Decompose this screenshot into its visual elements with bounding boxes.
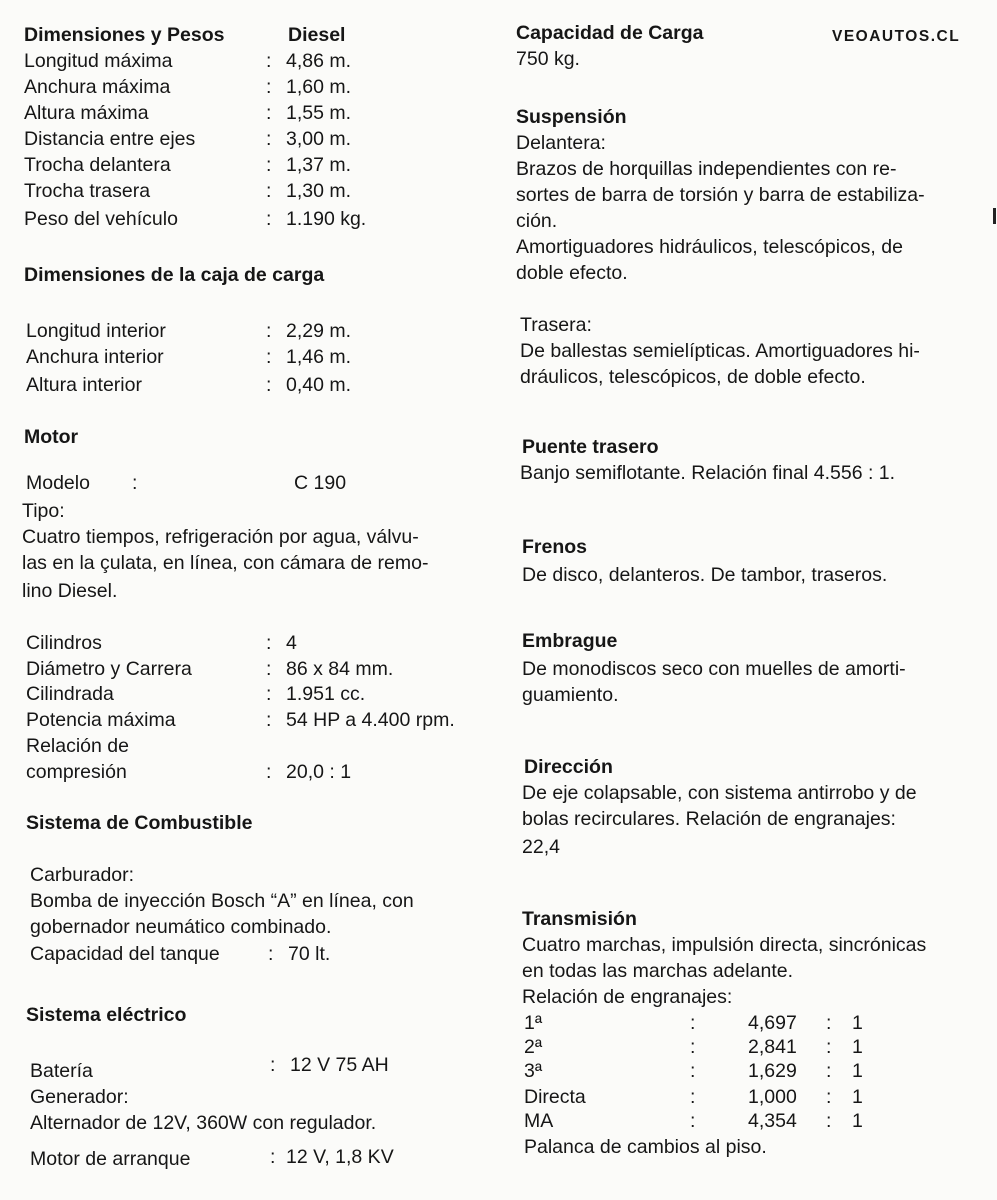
- paragraph-line: Bomba de inyección Bosch “A” en línea, con: [30, 890, 414, 912]
- spec-label: Longitud interior: [26, 320, 166, 342]
- spec-separator: :: [132, 472, 138, 494]
- gear-unit: 1: [852, 1036, 863, 1058]
- gear-separator: :: [690, 1012, 696, 1034]
- spec-label: Modelo: [26, 472, 90, 494]
- page-edge-mark: [993, 208, 996, 224]
- paragraph-line: las en la çulata, en línea, con cámara de remo-: [22, 552, 429, 574]
- spec-value: 3,00 m.: [286, 128, 352, 150]
- gear-label: Directa: [524, 1086, 586, 1108]
- spec-label: Batería: [30, 1060, 93, 1082]
- spec-label: Trocha delantera: [24, 154, 171, 176]
- spec-label: Carburador:: [30, 864, 135, 886]
- spec-value: 20,0 : 1: [286, 761, 352, 783]
- paragraph-line: De monodiscos seco con muelles de amorti-: [522, 658, 906, 680]
- heading-direccion: Dirección: [524, 756, 613, 778]
- spec-label: Cilindrada: [26, 683, 114, 705]
- paragraph-line: ción.: [516, 210, 558, 232]
- paragraph-line: Banjo semiflotante. Relación final 4.556 : 1.: [520, 462, 896, 484]
- spec-separator: :: [266, 709, 272, 731]
- spec-value: 12 V 75 AH: [290, 1054, 389, 1076]
- spec-value: 4: [286, 632, 297, 654]
- heading-electrico: Sistema eléctrico: [26, 1004, 187, 1026]
- paragraph-line: 22,4: [522, 836, 560, 858]
- gear-ratio: 2,841: [748, 1036, 797, 1058]
- gear-unit: 1: [852, 1110, 863, 1132]
- spec-separator: :: [270, 1054, 276, 1076]
- spec-separator: :: [266, 683, 272, 705]
- spec-separator: :: [266, 346, 272, 368]
- paragraph-line: dráulicos, telescópicos, de doble efecto.: [520, 366, 866, 388]
- gear-label: MA: [524, 1110, 554, 1132]
- spec-label: Tipo:: [22, 500, 65, 522]
- gear-unit: 1: [852, 1086, 863, 1108]
- paragraph-line: De disco, delanteros. De tambor, traseros.: [522, 564, 888, 586]
- gear-separator: :: [690, 1086, 696, 1108]
- gear-colon: :: [826, 1060, 832, 1082]
- paragraph-line: lino Diesel.: [22, 580, 118, 602]
- gear-separator: :: [690, 1036, 696, 1058]
- spec-separator: :: [266, 632, 272, 654]
- spec-label: Peso del vehículo: [24, 208, 178, 230]
- spec-label: Relación de: [26, 735, 129, 757]
- paragraph-line: guamiento.: [522, 684, 619, 706]
- gear-ratio: 1,629: [748, 1060, 797, 1082]
- spec-value: 1,30 m.: [286, 180, 352, 202]
- spec-label: Distancia entre ejes: [24, 128, 196, 150]
- gear-separator: :: [690, 1060, 696, 1082]
- heading-suspension: Suspensión: [516, 106, 627, 128]
- heading-motor: Motor: [24, 426, 79, 448]
- paragraph-line: Brazos de horquillas independientes con re-: [516, 158, 897, 180]
- spec-value: 2,29 m.: [286, 320, 352, 342]
- gear-ratio: 4,697: [748, 1012, 797, 1034]
- heading-frenos: Frenos: [522, 536, 588, 558]
- spec-label: Anchura interior: [26, 346, 164, 368]
- gear-label: 1ª: [524, 1012, 543, 1034]
- gear-label: 2ª: [524, 1036, 543, 1058]
- spec-separator: :: [266, 374, 272, 396]
- spec-separator: :: [270, 1146, 276, 1168]
- spec-label: Delantera:: [516, 132, 606, 154]
- gear-separator: :: [690, 1110, 696, 1132]
- spec-separator: :: [266, 208, 272, 230]
- heading-capacidad: Capacidad de Carga: [516, 22, 704, 44]
- spec-separator: :: [266, 761, 272, 783]
- spec-value: 750 kg.: [516, 48, 580, 70]
- gear-ratio: 4,354: [748, 1110, 797, 1132]
- spec-separator: :: [266, 320, 272, 342]
- gear-colon: :: [826, 1110, 832, 1132]
- paragraph-line: De ballestas semielípticas. Amortiguadores hi-: [520, 340, 920, 362]
- paragraph-line: doble efecto.: [516, 262, 628, 284]
- gear-colon: :: [826, 1036, 832, 1058]
- spec-separator: :: [266, 76, 272, 98]
- heading-embrague: Embrague: [522, 630, 618, 652]
- gear-unit: 1: [852, 1012, 863, 1034]
- spec-label: compresión: [26, 761, 127, 783]
- spec-value: 1,46 m.: [286, 346, 352, 368]
- heading-caja-de-carga: Dimensiones de la caja de carga: [24, 264, 325, 286]
- spec-separator: :: [266, 102, 272, 124]
- paragraph-line: en todas las marchas adelante.: [522, 960, 794, 982]
- paragraph-line: Amortiguadores hidráulicos, telescópicos, de: [516, 236, 903, 258]
- spec-label: Cilindros: [26, 632, 102, 654]
- brand-watermark: VEOAUTOS.CL: [832, 28, 961, 45]
- spec-value: 12 V, 1,8 KV: [286, 1146, 394, 1168]
- spec-separator: :: [266, 128, 272, 150]
- spec-separator: :: [266, 50, 272, 72]
- spec-separator: :: [266, 180, 272, 202]
- paragraph-line: Palanca de cambios al piso.: [524, 1136, 767, 1158]
- gear-label: 3ª: [524, 1060, 543, 1082]
- heading-combustible: Sistema de Combustible: [26, 812, 253, 834]
- spec-value: 0,40 m.: [286, 374, 352, 396]
- spec-label: Relación de engranajes:: [522, 986, 733, 1008]
- spec-value: 4,86 m.: [286, 50, 352, 72]
- spec-label: Potencia máxima: [26, 709, 176, 731]
- heading-puente-trasero: Puente trasero: [522, 436, 659, 458]
- gear-colon: :: [826, 1012, 832, 1034]
- heading-diesel: Diesel: [288, 24, 346, 46]
- spec-separator: :: [266, 658, 272, 680]
- spec-label: Motor de arranque: [30, 1148, 191, 1170]
- gear-colon: :: [826, 1086, 832, 1108]
- spec-value: 1,37 m.: [286, 154, 352, 176]
- spec-label: Altura máxima: [24, 102, 149, 124]
- paragraph-line: De eje colapsable, con sistema antirrobo y de: [522, 782, 917, 804]
- heading-transmision: Transmisión: [522, 908, 637, 930]
- spec-value: 1.951 cc.: [286, 683, 366, 705]
- spec-label: Trocha trasera: [24, 180, 151, 202]
- spec-label: Trasera:: [520, 314, 592, 336]
- paragraph-line: Cuatro marchas, impulsión directa, sincrónicas: [522, 934, 927, 956]
- spec-value: C 190: [294, 472, 347, 494]
- spec-value: 70 lt.: [288, 943, 331, 965]
- spec-label: Diámetro y Carrera: [26, 658, 192, 680]
- spec-label: Anchura máxima: [24, 76, 171, 98]
- spec-value: 1,55 m.: [286, 102, 352, 124]
- spec-value: 1,60 m.: [286, 76, 352, 98]
- paragraph-line: sortes de barra de torsión y barra de estabiliza-: [516, 184, 925, 206]
- paragraph-line: Cuatro tiempos, refrigeración por agua, válvu-: [22, 526, 419, 548]
- gear-unit: 1: [852, 1060, 863, 1082]
- heading-dimensiones-pesos: Dimensiones y Pesos: [24, 24, 225, 46]
- spec-label: Altura interior: [26, 374, 142, 396]
- spec-label: Longitud máxima: [24, 50, 173, 72]
- paragraph-line: gobernador neumático combinado.: [30, 916, 332, 938]
- spec-label: Generador:: [30, 1086, 129, 1108]
- spec-separator: :: [266, 154, 272, 176]
- spec-value: 54 HP a 4.400 rpm.: [286, 709, 455, 731]
- spec-value: 1.190 kg.: [286, 208, 367, 230]
- paragraph-line: Alternador de 12V, 360W con regulador.: [30, 1112, 377, 1134]
- gear-ratio: 1,000: [748, 1086, 797, 1108]
- spec-value: 86 x 84 mm.: [286, 658, 394, 680]
- spec-separator: :: [268, 943, 274, 965]
- paragraph-line: bolas recirculares. Relación de engranajes:: [522, 808, 896, 830]
- spec-label: Capacidad del tanque: [30, 943, 220, 965]
